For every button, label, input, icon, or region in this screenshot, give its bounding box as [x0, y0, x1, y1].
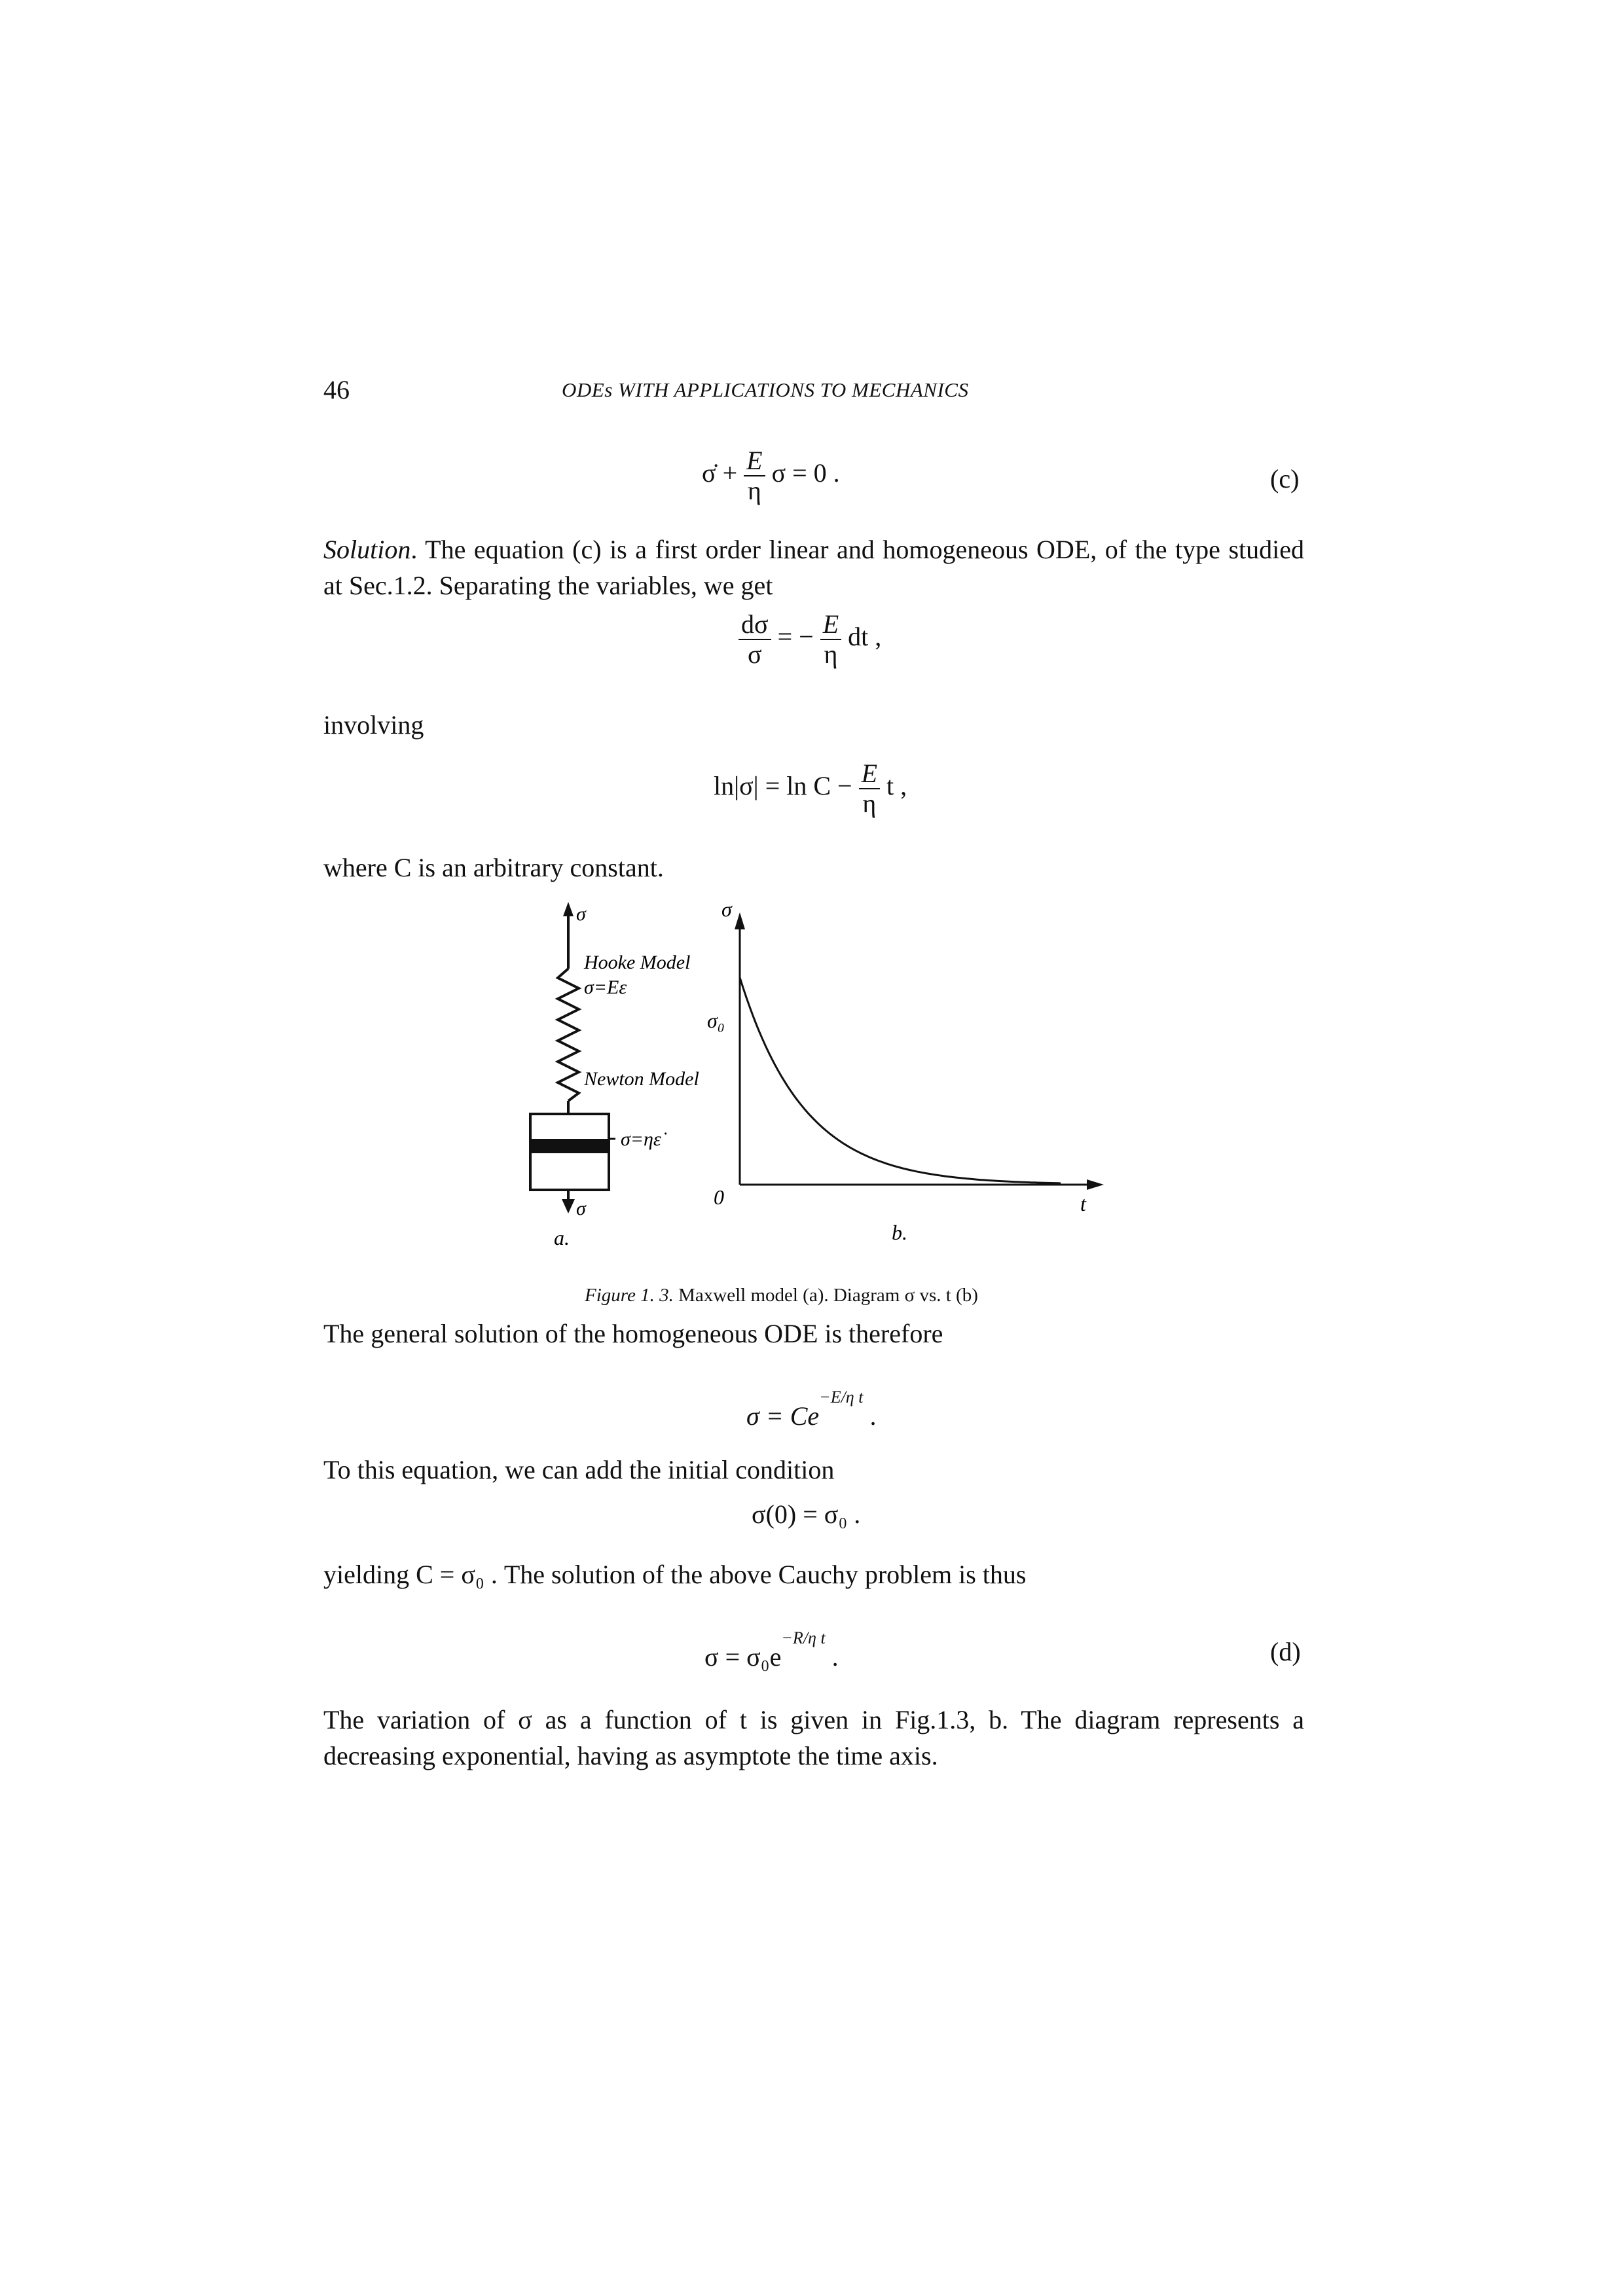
t-axis-label: t — [1080, 1192, 1086, 1215]
variation-paragraph: The variation of σ as a function of t is given in Fig.1.3, b. The diagram represents a decreasing exponential, having as asymptote the time axis. — [323, 1705, 1304, 1770]
dashpot-piston — [530, 1139, 609, 1153]
caption-label: Figure 1. 3. — [585, 1285, 674, 1306]
hooke-equation: σ=Eε — [584, 977, 627, 998]
involving-text: involving — [323, 710, 424, 740]
x-axis-arrow — [1087, 1179, 1104, 1190]
equation-log: ln|σ| = ln C − $\frac{E}{\eta}$ t , — [714, 759, 907, 818]
decay-chart-panel — [707, 897, 1104, 1244]
newton-label: Newton Model — [584, 1068, 699, 1090]
yielding-text: yielding C = σ₀ . The solution of the above Cauchy problem is thus — [323, 1560, 1027, 1589]
spring — [558, 969, 579, 1101]
sigma-axis-label: σ — [721, 897, 732, 921]
figure-maxwell — [511, 897, 1126, 1250]
running-title: ODEs WITH APPLICATIONS TO MECHANICS — [562, 378, 969, 401]
decay-curve-layer — [740, 977, 1061, 1183]
equation-label-c: (c) — [1270, 464, 1300, 493]
solution-label: Solution — [323, 535, 411, 564]
caption-text: Maxwell model (a). Diagram σ vs. t (b) — [673, 1285, 978, 1306]
equation-c — [702, 446, 840, 505]
bottom-arrow — [562, 1199, 575, 1213]
eq-c-left: σ̇ + — [702, 458, 738, 488]
sigma-bottom-label: σ — [576, 1198, 586, 1219]
equation-label-d: (d) — [1270, 1637, 1301, 1666]
origin-label: 0 — [714, 1185, 724, 1209]
figure-caption — [585, 1285, 978, 1306]
page-number: 46 — [323, 375, 350, 404]
equation-separated: $\frac{d\sigma}{\sigma}$ = − $\frac{E}{\eta}$ dt , — [739, 610, 881, 669]
initial-intro: To this equation, we can add the initial condition — [323, 1455, 835, 1484]
newton-equation: σ=ηε̇ — [621, 1128, 661, 1150]
equation-general: $\sigma = Ce^{-E/\eta t}$ . — [746, 1388, 877, 1431]
general-intro: The general solution of the homogeneous ODE is therefore — [323, 1319, 943, 1348]
solution-body: . The equation (c) is a first order linear and homogeneous ODE, of the type studied at Sec.1.2. Separating the variables, we get — [323, 535, 1304, 600]
y-axis-arrow — [735, 912, 745, 929]
panel-a-label: a. — [554, 1226, 570, 1249]
sigma-top-label: σ — [576, 903, 586, 925]
eq-c-fraction: $\frac{E}{\eta}$ — [744, 446, 765, 505]
equation-d: $\sigma = \sigma_0e^{-R/\eta t}$ . — [704, 1628, 839, 1672]
where-c-text: where C is an arbitrary constant. — [323, 853, 664, 882]
top-arrow — [563, 902, 574, 916]
decay-curve-series-0 — [740, 977, 1061, 1183]
hooke-label: Hooke Model — [584, 952, 691, 973]
eq-c-right: σ = 0 . — [771, 458, 840, 488]
solution-paragraph — [323, 531, 1304, 603]
equation-initial: σ(0) = σ₀ . — [752, 1499, 861, 1529]
sigma-zero-label: σ₀ — [707, 1009, 725, 1032]
panel-b-label: b. — [892, 1221, 907, 1244]
maxwell-model-panel — [530, 902, 699, 1249]
